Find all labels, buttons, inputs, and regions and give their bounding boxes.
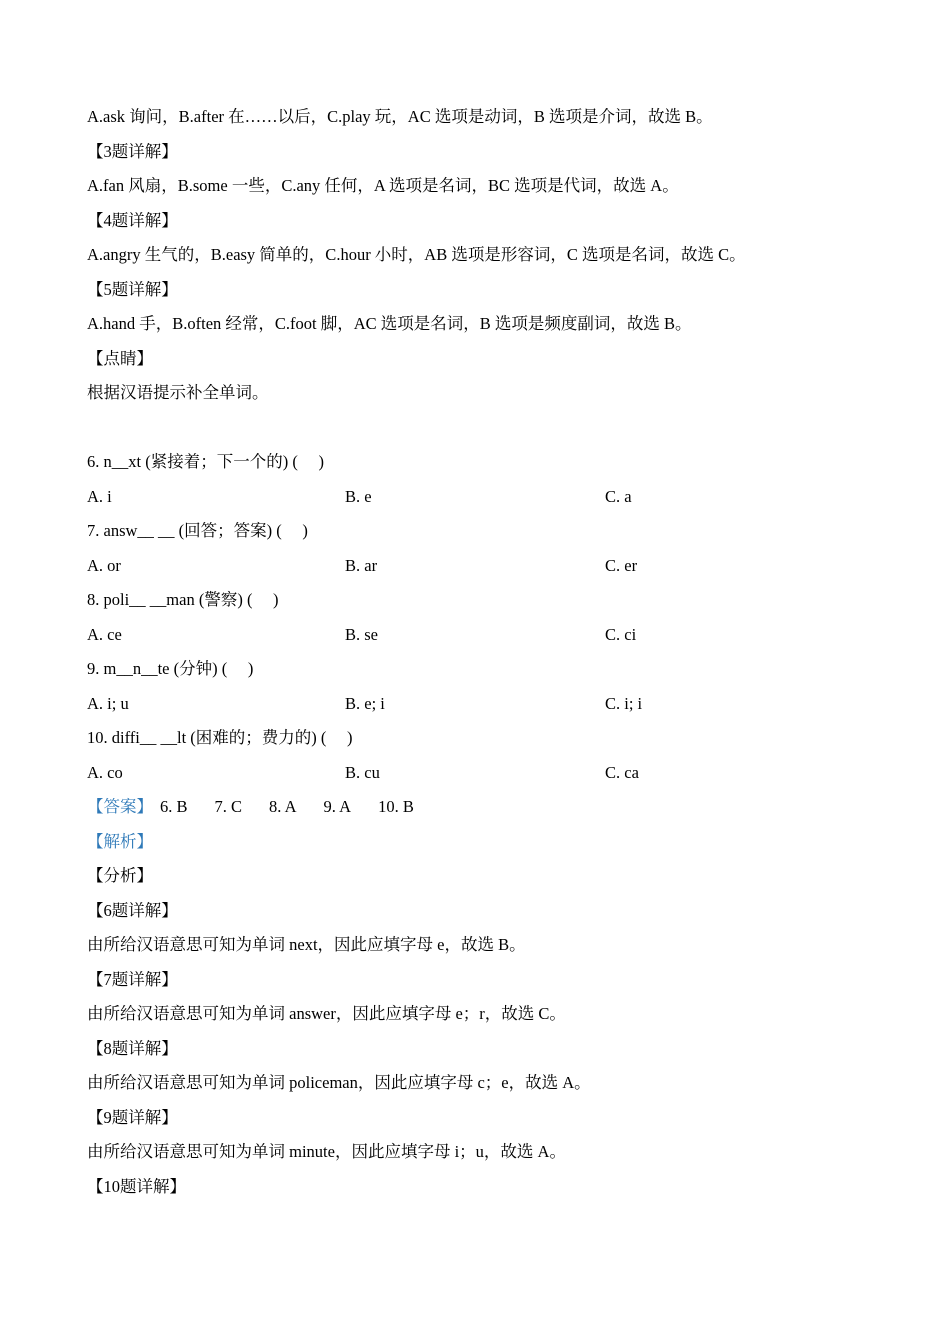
section-marker: 【分析】 (87, 866, 153, 885)
answer-item: 10. B (378, 797, 414, 816)
option-b: B. e (345, 486, 372, 506)
section-marker: 【7题详解】 (87, 969, 178, 989)
answer-item: 7. C (214, 797, 243, 816)
options-row (87, 549, 870, 584)
question-line: 6. n__xt (紧接着；下一个的) ( ) (87, 452, 324, 471)
paragraph: 根据汉语提示补全单词。 (87, 383, 269, 402)
section-marker: 【9题详解】 (87, 1107, 178, 1127)
answer-marker: 【答案】 (87, 797, 153, 816)
section-marker: 【10题详解】 (87, 1176, 186, 1196)
question-line: 7. answ__ __ (回答；答案) ( ) (87, 521, 308, 540)
options-row (87, 480, 870, 515)
section-marker: 【5题详解】 (87, 279, 178, 299)
option-b: B. cu (345, 762, 380, 782)
option-a: A. ce (87, 624, 122, 644)
option-a: A. or (87, 555, 121, 575)
paragraph: 由所给汉语意思可知为单词 answer，因此应填字母 e；r，故选 C。 (87, 1004, 566, 1023)
options-row (87, 687, 870, 722)
answer-item: 8. A (269, 797, 297, 816)
paragraph: A.fan 风扇，B.some 一些，C.any 任何，A 选项是名词，BC 选项是代词，故选 A。 (87, 176, 679, 195)
section-marker: 【点睛】 (87, 348, 153, 368)
section-marker: 【6题详解】 (87, 900, 178, 920)
section-marker: 【解析】 (87, 831, 153, 851)
option-c: C. i; i (605, 693, 643, 713)
option-c: C. ca (605, 762, 639, 782)
question-line: 10. diffi__ __lt (困难的；费力的) ( ) (87, 728, 353, 747)
answer-line (87, 790, 870, 825)
option-b: B. ar (345, 555, 378, 575)
question-line: 8. poli__ __man (警察) ( ) (87, 590, 279, 609)
option-b: B. e; i (345, 693, 385, 713)
options-row (87, 756, 870, 791)
options-row (87, 618, 870, 653)
paragraph: A.hand 手，B.often 经常，C.foot 脚，AC 选项是名词，B 选项是频度副词，故选 B。 (87, 314, 692, 333)
option-c: C. er (605, 555, 638, 575)
blank-line (87, 411, 870, 446)
answer-item: 9. A (323, 797, 352, 816)
paragraph: A.angry 生气的，B.easy 简单的，C.hour 小时，AB 选项是形容词，C 选项是名词，故选 C。 (87, 245, 746, 264)
question-line: 9. m__n__te (分钟) ( ) (87, 659, 254, 678)
paragraph: 由所给汉语意思可知为单词 minute，因此应填字母 i；u，故选 A。 (87, 1142, 566, 1161)
option-b: B. se (345, 624, 378, 644)
paragraph: 由所给汉语意思可知为单词 next，因此应填字母 e，故选 B。 (87, 935, 526, 954)
section-marker: 【3题详解】 (87, 141, 178, 161)
paragraph: A.ask 询问，B.after 在……以后，C.play 玩，AC 选项是动词，B 选项是介词，故选 B。 (87, 107, 713, 126)
answer-item: 6. B (160, 797, 188, 816)
option-c: C. ci (605, 624, 637, 644)
paragraph: 由所给汉语意思可知为单词 policeman，因此应填字母 c；e，故选 A。 (87, 1073, 591, 1092)
option-a: A. i; u (87, 693, 129, 713)
option-c: C. a (605, 486, 632, 506)
section-marker: 【4题详解】 (87, 210, 178, 230)
section-marker: 【8题详解】 (87, 1038, 178, 1058)
option-a: A. co (87, 762, 123, 782)
option-a: A. i (87, 486, 112, 506)
